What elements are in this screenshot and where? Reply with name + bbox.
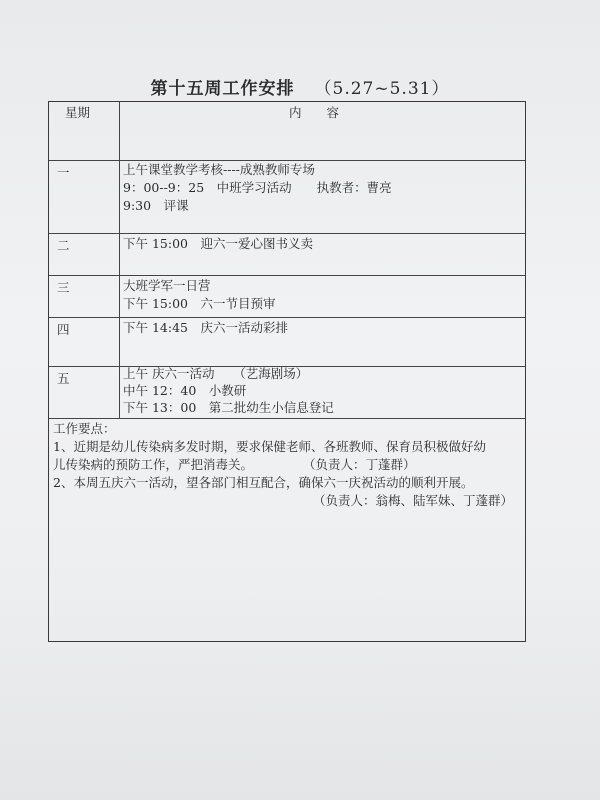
row-line: 下午 13：00 第二批幼生小信息登记	[123, 400, 334, 415]
header-day: 星期	[65, 105, 91, 120]
row-line: 中午 12：40 小教研	[123, 383, 247, 398]
day-label: 一	[57, 165, 70, 180]
row-line: 大班学军一日营	[123, 278, 211, 293]
notes-line: （负责人：翁梅、陆军妹、丁蓬群）	[312, 493, 513, 508]
day-label: 三	[57, 280, 70, 295]
row-line: 9:30 评课	[123, 198, 189, 213]
day-label: 四	[57, 322, 70, 337]
notes-line: 儿传染病的预防工作，严把消毒关。 （负责人：丁蓬群）	[53, 457, 416, 472]
row-line: 上午 庆六一活动 （艺海剧场）	[123, 366, 309, 381]
work-notes	[53, 420, 523, 510]
date-range: （5.27~5.31）	[314, 79, 450, 99]
page-title	[0, 74, 600, 99]
schedule-table	[48, 101, 526, 642]
notes-line: 1、近期是幼儿传染病多发时期，要求保健老师、各班教师、保育员积极做好幼	[53, 439, 486, 454]
notes-line: 2、本周五庆六一活动，望各部门相互配合，确保六一庆祝活动的顺利开展。	[53, 475, 474, 490]
row-divider	[49, 233, 525, 234]
notes-heading: 工作要点：	[53, 421, 116, 436]
day-label: 二	[57, 238, 70, 253]
title-text: 第十五周工作安排	[150, 79, 295, 99]
row-line: 下午 15:00 六一节目预审	[123, 296, 276, 311]
row-divider	[49, 317, 525, 318]
row-divider	[49, 275, 525, 276]
day-label: 五	[57, 371, 70, 386]
row-divider	[49, 418, 525, 419]
column-divider	[119, 102, 120, 418]
row-line: 上午课堂教学考核----成熟教师专场	[123, 162, 315, 177]
header-content: 内 容	[289, 105, 340, 120]
row-line: 9：00--9：25 中班学习活动 执教者：曹亮	[123, 180, 392, 195]
row-line: 下午 14:45 庆六一活动彩排	[123, 320, 288, 335]
row-line: 下午 15:00 迎六一爱心图书义卖	[123, 236, 313, 251]
